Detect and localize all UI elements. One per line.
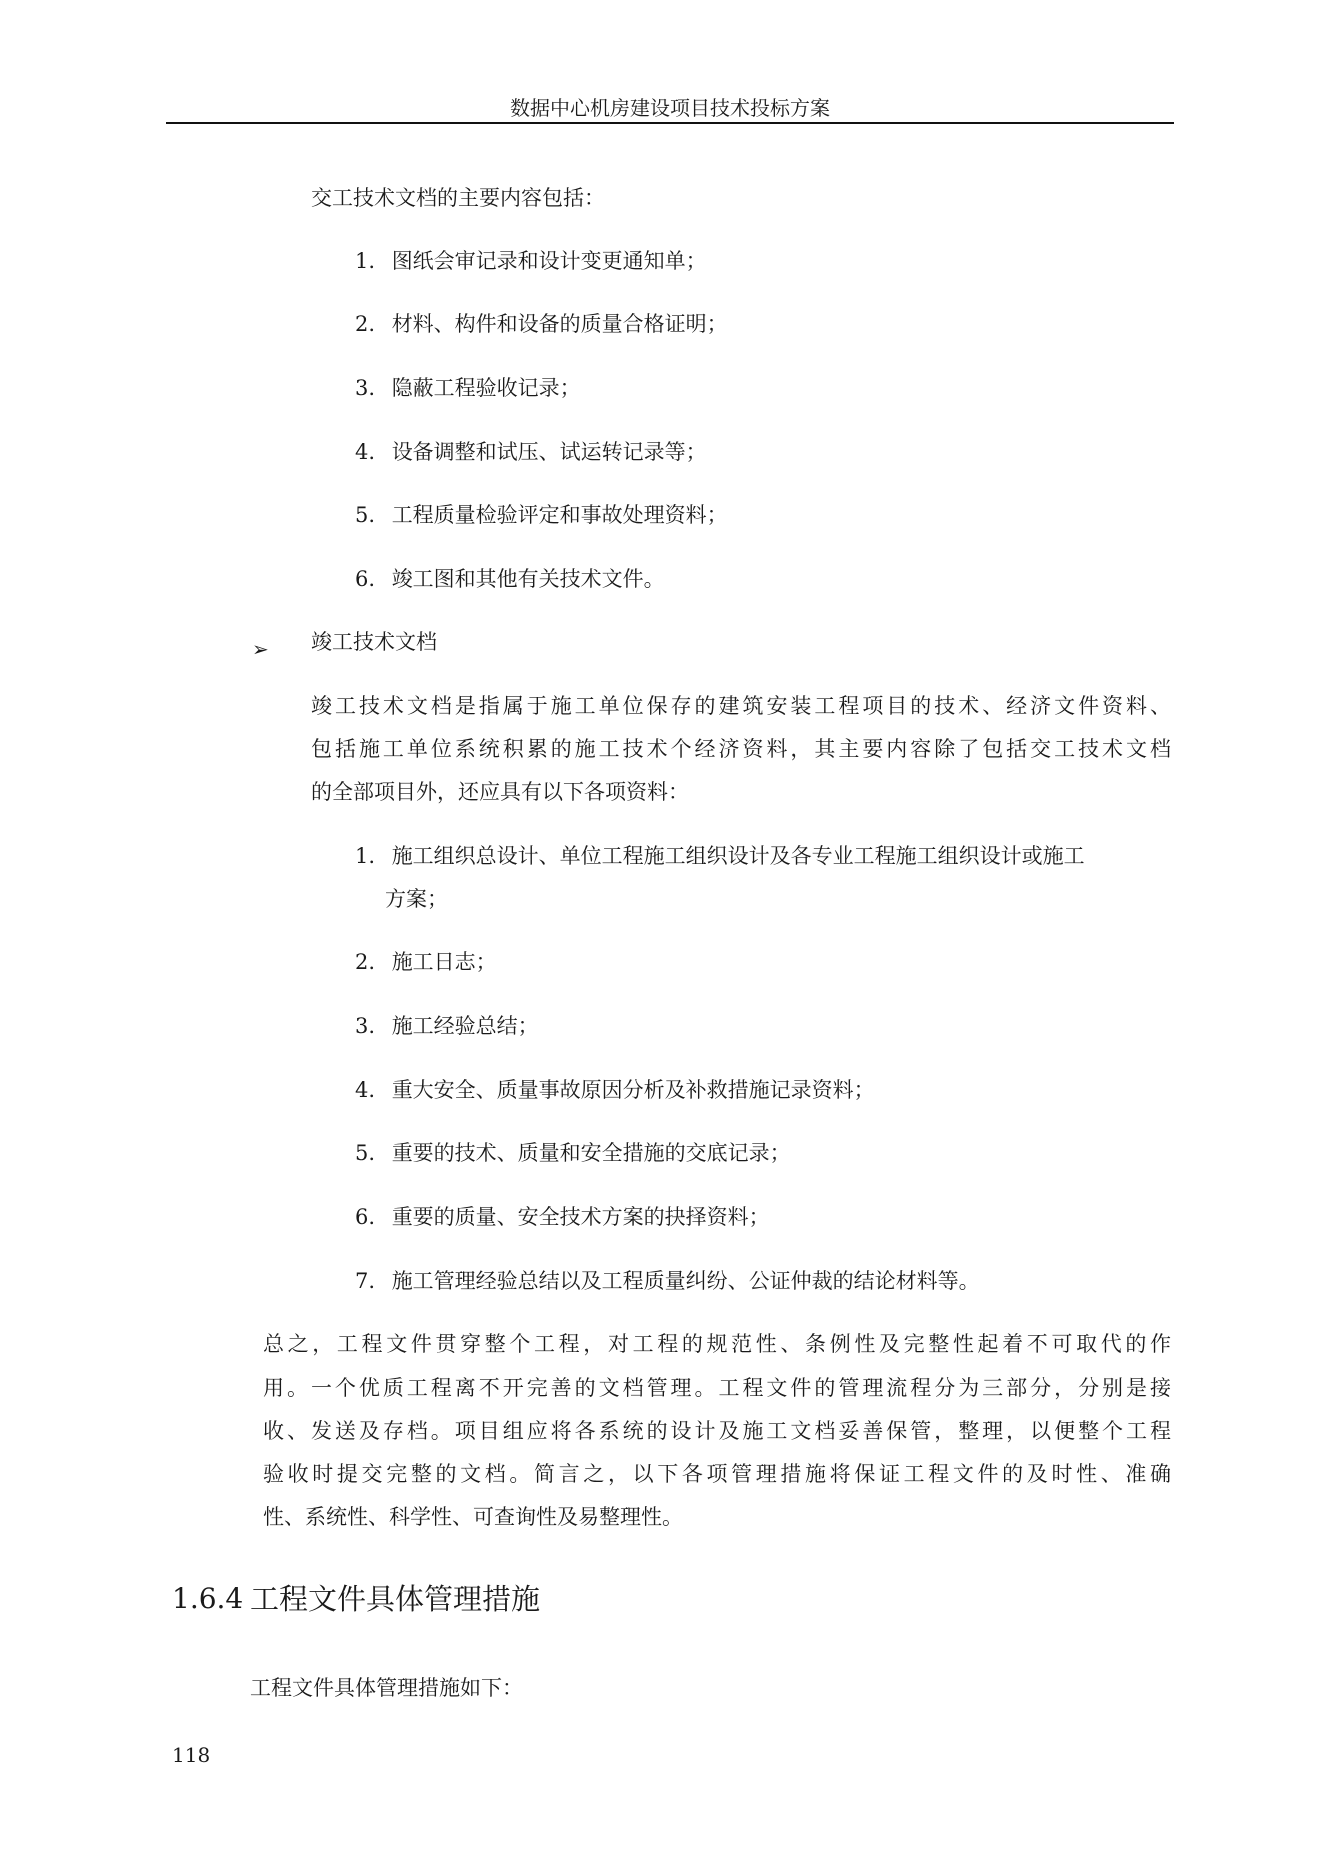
item-text: 重大安全、质量事故原因分析及补救措施记录资料；: [391, 1078, 875, 1102]
item-text: 施工组织总设计、单位工程施工组织设计及各专业工程施工组织设计或施工: [391, 844, 1085, 868]
section-title: 工程文件具体管理措施: [250, 1582, 541, 1616]
item-number: 6.: [355, 567, 376, 591]
summary-line-3: 收、发送及存档。项目组应将各系统的设计及施工文档妥善保管，整理，以便整个工程: [263, 1419, 1171, 1443]
item-text: 施工经验总结；: [391, 1014, 539, 1038]
completion-item-1-continuation: 方案；: [385, 887, 448, 911]
handover-item-2: [355, 302, 728, 346]
item-number: 5.: [355, 1141, 376, 1165]
completion-para-line-3: 的全部项目外，还应具有以下各项资料：: [311, 780, 689, 804]
completion-para-line-2: 包括施工单位系统积累的施工技术个经济资料，其主要内容除了包括交工技术文档: [311, 737, 1171, 761]
summary-line-2: 用。一个优质工程离不开完善的文档管理。工程文件的管理流程分为三部分，分别是接: [263, 1376, 1171, 1400]
section-intro: 工程文件具体管理措施如下：: [250, 1676, 523, 1700]
item-number: 2.: [355, 950, 376, 974]
completion-item-4: [355, 1068, 875, 1112]
handover-item-3: [355, 366, 581, 410]
item-text: 重要的质量、安全技术方案的抉择资料；: [391, 1205, 770, 1229]
handover-item-4: [355, 430, 707, 474]
running-header: 数据中心机房建设项目技术投标方案: [510, 96, 830, 120]
item-number: 3.: [355, 376, 376, 400]
handover-item-5: [355, 493, 728, 537]
item-number: 1.: [355, 844, 376, 868]
completion-para-line-1: 竣工技术文档是指属于施工单位保存的建筑安装工程项目的技术、经济文件资料、: [311, 694, 1171, 718]
summary-line-1: 总之，工程文件贯穿整个工程，对工程的规范性、条例性及完整性起着不可取代的作: [263, 1332, 1171, 1356]
item-number: 4.: [355, 440, 376, 464]
handover-intro: 交工技术文档的主要内容包括：: [311, 186, 605, 210]
completion-item-7: [355, 1259, 980, 1303]
item-number: 2.: [355, 312, 376, 336]
handover-item-1: [355, 239, 707, 283]
item-text: 竣工图和其他有关技术文件。: [391, 567, 665, 591]
completion-item-6: [355, 1195, 770, 1239]
page-number: 118: [172, 1743, 211, 1767]
item-number: 5.: [355, 503, 376, 527]
item-number: 3.: [355, 1014, 376, 1038]
item-number: 7.: [355, 1269, 376, 1293]
item-number: 4.: [355, 1078, 376, 1102]
completion-item-3: [355, 1004, 539, 1048]
item-text: 施工管理经验总结以及工程质量纠纷、公证仲裁的结论材料等。: [391, 1269, 980, 1293]
item-text: 工程质量检验评定和事故处理资料；: [391, 503, 728, 527]
item-number: 1.: [355, 249, 376, 273]
item-text: 图纸会审记录和设计变更通知单；: [391, 249, 707, 273]
section-number: 1.6.4: [172, 1582, 244, 1615]
arrow-bullet-icon: ➢: [252, 637, 269, 661]
item-text: 材料、构件和设备的质量合格证明；: [391, 312, 728, 336]
completion-heading: 竣工技术文档: [311, 630, 437, 654]
item-text: 重要的技术、质量和安全措施的交底记录；: [391, 1141, 791, 1165]
completion-item-2: [355, 940, 497, 984]
completion-item-1: [355, 834, 1085, 878]
header-rule: [166, 122, 1174, 124]
summary-line-5: 性、系统性、科学性、可查询性及易整理性。: [263, 1505, 683, 1529]
item-text: 施工日志；: [391, 950, 497, 974]
summary-line-4: 验收时提交完整的文档。简言之，以下各项管理措施将保证工程文件的及时性、准确: [263, 1462, 1171, 1486]
item-text: 设备调整和试压、试运转记录等；: [391, 440, 707, 464]
handover-item-6: [355, 557, 665, 601]
item-text: 隐蔽工程验收记录；: [391, 376, 581, 400]
item-number: 6.: [355, 1205, 376, 1229]
completion-item-5: [355, 1131, 791, 1175]
